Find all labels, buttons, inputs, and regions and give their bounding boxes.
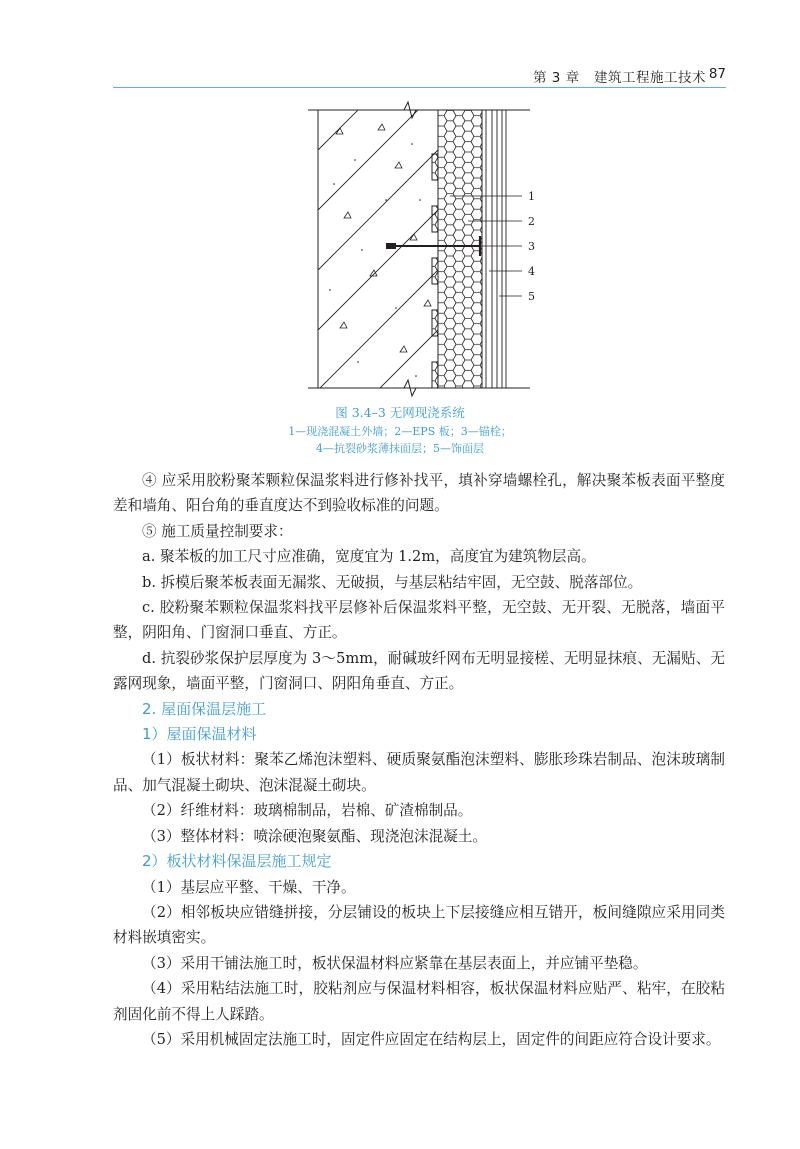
subsection-heading: 2）板状材料保温层施工规定 — [142, 852, 332, 871]
chapter-title: 第 3 章 建筑工程施工技术 — [532, 70, 706, 86]
paragraph: ⑤ 施工质量控制要求： — [142, 522, 293, 540]
list-item: （3）采用干铺法施工时，板状保温材料应紧靠在基层表面上，并应铺平垫稳。 — [142, 954, 648, 972]
callout-1: 1 — [528, 190, 535, 203]
list-item: （5）采用机械固定法施工时，固定件应固定在结构层上，固定件的间距应符合设计要求。 — [142, 1030, 721, 1048]
header-divider — [113, 87, 726, 88]
paragraph: d. 抗裂砂浆保护层厚度为 3～5mm，耐碱玻纤网布无明显接槎、无明显抹痕、无漏贴、无露网现象，墙面平整，门窗洞口、阴阳角垂直、方正。 — [113, 649, 725, 693]
mortar-and-finish-layers — [486, 110, 506, 388]
paragraph: b. 拆模后聚苯板表面无漏浆、无破损，与基层粘结牢固，无空鼓、脱落部位。 — [142, 573, 643, 591]
figure-title: 图 3.4–3 无网现浇系统 — [335, 405, 465, 420]
callout-4: 4 — [528, 265, 535, 278]
list-item: （1）板状材料：聚苯乙烯泡沫塑料、硬质聚氨酯泡沫塑料、膨胀珍珠岩制品、泡沫玻璃制品、加气混凝土砌块、泡沫混凝土砌块。 — [113, 751, 725, 794]
figure-legend-line1: 1—现浇混凝土外墙；2—EPS 板；3—锚栓； — [288, 425, 512, 438]
list-item: （2）相邻板块应错缝拼接，分层铺设的板块上下层接缝应相互错开，板间缝隙应采用同类材料嵌填密实。 — [113, 903, 725, 947]
paragraph: c. 胶粉聚苯颗粒保温浆料找平层修补后保温浆料平整，无空鼓、无开裂、无脱落，墙面平整，阴阳角、门窗洞口垂直、方正。 — [113, 599, 725, 642]
list-item: （2）纤维材料：玻璃棉制品，岩棉、矿渣棉制品。 — [142, 802, 473, 820]
list-item: （1）基层应平整、干燥、干净。 — [142, 878, 356, 896]
list-item: （4）采用粘结法施工时，胶粘剂应与保温材料相容，板状保温材料应贴严、粘牢，在胶粘剂固化前不得上人踩踏。 — [113, 980, 725, 1023]
subsection-heading: 1）屋面保温材料 — [142, 725, 257, 744]
section-heading: 2. 屋面保温层施工 — [142, 699, 267, 718]
callout-2: 2 — [528, 215, 535, 228]
figure-legend-line2: 4—抗裂砂浆薄抹面层；5—饰面层 — [316, 442, 484, 455]
callout-3: 3 — [528, 240, 535, 253]
concrete-wall — [318, 100, 438, 400]
wall-section-diagram — [300, 100, 560, 400]
eps-board — [432, 110, 482, 388]
page-number: 87 — [708, 66, 726, 82]
paragraph: ④ 应采用胶粉聚苯颗粒保温浆料进行修补找平，填补穿墙螺栓孔，解决聚苯板表面平整度差和墙角、阳台角的垂直度达不到验收标准的问题。 — [113, 472, 725, 515]
paragraph: a. 聚苯板的加工尺寸应准确，宽度宜为 1.2m，高度宜为建筑物层高。 — [142, 548, 596, 566]
page-header — [0, 0, 800, 90]
list-item: （3）整体材料：喷涂硬泡聚氨酯、现浇泡沫混凝土。 — [142, 827, 487, 845]
callout-5: 5 — [528, 290, 535, 303]
body-text — [113, 468, 725, 1052]
